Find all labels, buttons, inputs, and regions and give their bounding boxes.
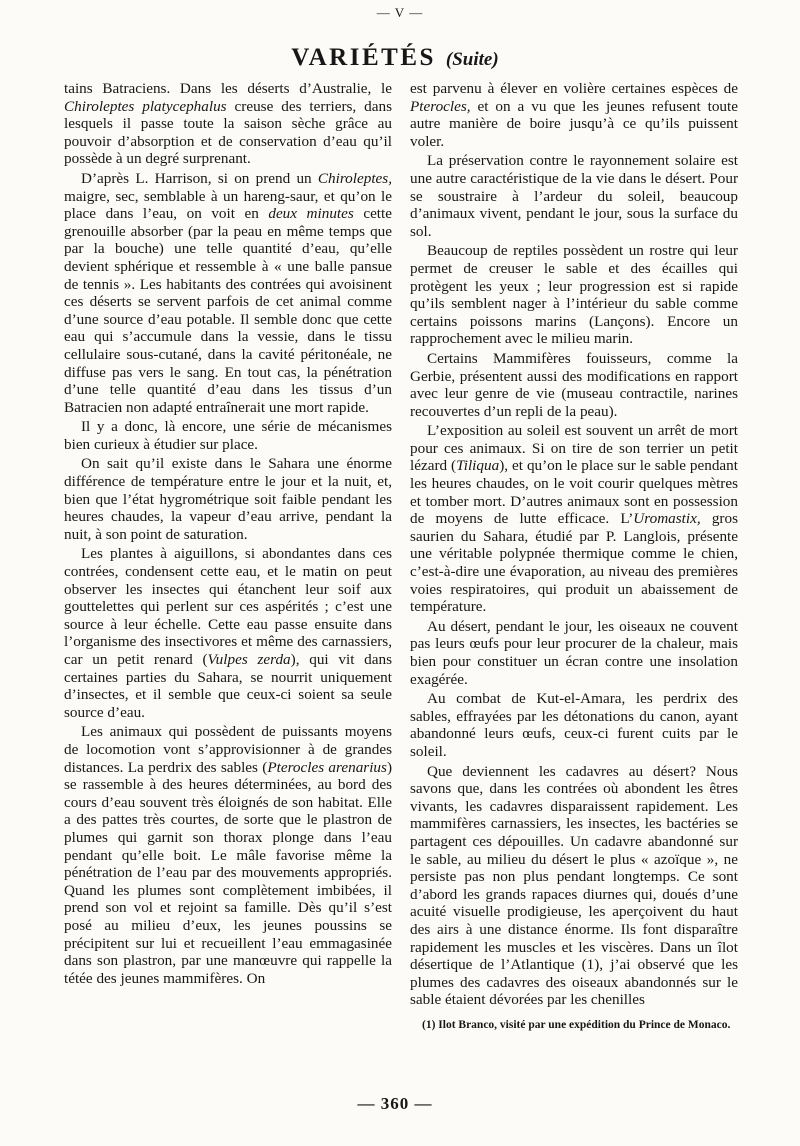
italic-term: Pterocles, (410, 97, 471, 115)
text-run: Au désert, pendant le jour, les oiseaux ne couvent pas leurs œufs pour leur procurer de la chaleur, mais bien pour constituer un écran contre une insolation exagérée. (410, 617, 738, 688)
text-run: Beaucoup de reptiles possèdent un rostre qui leur permet de creuser le sable et des écailles qui protègent les yeux ; leur progression est si rapide qu’ils semblent nager à l’intérieur du sable comme certains poissons marins (Lançons). Encore un rapprochement avec le milieu marin. (410, 242, 738, 348)
paragraph (64, 723, 392, 987)
paragraph (64, 418, 392, 453)
text-column-right (410, 80, 738, 1032)
text-run: Les plantes à aiguillons, si abondantes dans ces contrées, condensent cette eau, et le matin on peut observer les insectes qui étanchent leur soif aux gouttelettes qui perlent sur ces aspérités ; c’est une source à leur échelle. Cette eau passe ensuite dans l’organisme des insectivores et même des carnassiers, car un petit renard ( (64, 545, 392, 668)
text-run: creuse des terriers, dans lesquels il passe toute la saison sèche grâce au pouvoir d’absorption et de conservation d’eau qu’il possède à un degré surprenant. (64, 97, 393, 168)
text-run: ), qui vit dans certaines parties du Sahara, se nourrit uniquement d’insectes, et il semble que ceux-ci soient sa seule source d’eau. (64, 651, 392, 721)
text-run: ) se rassemble à des heures déterminées, au bord des cours d’eau souvent très éloignés de son habitat. Elle a des pattes très courtes, de sorte que le plastron de plumes qui garnit son thorax plonge dans l’eau pendant qu’elle boit. Le mâle favorise même la pénétration de l’eau par des mouvements appropriés. Quand les plumes sont complètement imbibées, il prend son vol et rejoint sa famille. Dès qu’il s’est posé au milieu d’eux, les jeunes poussins se précipitent sur lui et recueillent l’eau emmagasinée dans son plastron, par une manœuvre qui rappelle la tétée des jeunes mammifères. On (64, 758, 392, 987)
text-run: tains Batraciens. Dans les déserts d’Australie, le (64, 80, 392, 97)
text-run: La préservation contre le rayonnement solaire est une autre caractéristique de la vie dans le désert. Pour se soustraire à l’ardeur du soleil, beaucoup d’animaux vivent, pendant le jour, sous la surface du sol. (410, 152, 738, 240)
text-run: est parvenu à élever en volière certaines espèces de (410, 80, 738, 97)
footnote: (1) Ilot Branco, visité par une expédition du Prince de Monaco. (422, 1018, 731, 1031)
italic-term: deux minutes (268, 205, 354, 223)
section-title: VARIÉTÉS (291, 44, 436, 71)
italic-term: Vulpes zerda (207, 651, 291, 668)
text-run: Les animaux qui possèdent de puissants moyens de locomotion vont s’approvisionner à de grandes distances. La perdrix des sables ( (64, 723, 392, 776)
paragraph (410, 152, 738, 240)
text-run: cette grenouille absorber (par la peau en même temps que par la bouche) une telle quantité d’eau, qu’elle devient sphérique et ressemble à « une balle pansue de tennis ». Les habitants des contrées qui avoisinent ces déserts se servent parfois de cet animal comme d’une source d’eau potable. Il semble donc que cette eau qui s’accumule dans la vessie, dans le tissu cellulaire sous-cutané, dans la cavité péritonéale, ne diffuse pas vers le sang. En tout cas, la pénétration d’une telle quantité d’eau dans les tissus d’un Batracien non adapté entraînerait une mort rapide. (64, 205, 392, 416)
page-number: — 360 — (357, 1094, 433, 1113)
text-run: D’après L. Harrison, si on prend un (81, 169, 318, 187)
text-run: maigre, sec, semblable à un hareng-saur, et qu’on le place dans l’eau, on voit en (64, 187, 392, 223)
paragraph (410, 350, 738, 420)
paragraph (410, 618, 738, 688)
text-run: Que deviennent les cadavres au désert? Nous savons que, dans les contrées où abondent les êtres vivants, les cadavres disparaissent rapidement. Les mammifères carnassiers, les insectes, les bactéries se partagent ces dépouilles. Un cadavre abandonné sur le sable, au milieu du désert le plus « azoïque », ne persiste pas non plus pendant longtemps. Ce sont d’abord les grands rapaces diurnes qui, doués d’une acuité visuelle prodigieuse, les aperçoivent du haut des airs à une distance énorme. Ils font disparaître rapidement les muscles et les viscères. Dans un îlot désertique de l’Atlantique (1), j’ai observé que les plumes des cadavres des oiseaux abandonnés sur le sable étaient dévorées par les chenilles (410, 762, 738, 1009)
text-run: ), et qu’on le place sur le sable pendant les heures chaudes, on le voit courir quelques mètres et tomber mort. D’autres animaux sont en possession de moyens de lutte efficace. L’ (410, 457, 738, 528)
section-heading (0, 44, 790, 72)
text-run: Il y a donc, là encore, une série de mécanismes bien curieux à étudier sur place. (64, 418, 392, 453)
text-run: Au combat de Kut-el-Amara, les perdrix des sables, effrayées par les détonations du canon, ayant abandonné leurs œufs, ceux-ci furent cuits par le soleil. (410, 690, 738, 760)
paragraph (410, 80, 738, 150)
paragraph (410, 242, 738, 348)
section-subtitle: (Suite) (445, 49, 499, 70)
text-run: L’exposition au soleil est souvent un arrêt de mort pour ces animaux. Si on tire de son terrier un petit lézard ( (410, 422, 738, 475)
italic-term: Tiliqua (456, 457, 500, 475)
italic-term: Chiroleptes platycephalus (64, 97, 227, 115)
italic-term: Chiroleptes, (317, 169, 392, 187)
text-run: gros saurien du Sahara, étudié par P. Langlois, présente une véritable polypnée thermique comme le chien, c’est-à-dire une évaporation, au niveau des premières voies respiratoires, qui produit un abaissement de température. (410, 510, 738, 616)
paragraph (410, 422, 738, 616)
running-head: — V — (376, 5, 424, 20)
paragraph (410, 763, 738, 1009)
paragraphs-left (64, 80, 392, 987)
paragraph (64, 170, 392, 416)
italic-term: Uromastix, (633, 510, 701, 528)
paragraph (64, 455, 392, 543)
paragraph (64, 545, 392, 721)
paragraph (64, 80, 392, 168)
text-run: Certains Mammifères fouisseurs, comme la Gerbie, présentent aussi des modifications en rapport avec leur genre de vie (museau contractile, narines recouvertes d’un repli de la peau). (410, 349, 738, 420)
text-run: et on a vu que les jeunes refusent toute autre manière de boire jusqu’à ce qu’ils puissent voler. (410, 97, 738, 150)
italic-term: Pterocles arenarius (267, 758, 387, 776)
text-run: On sait qu’il existe dans le Sahara une énorme différence de température entre le jour et la nuit, et, bien que l’état hygrométrique soit faible pendant les heures chaudes, la vapeur d’eau arrive, pendant la nuit, à son point de saturation. (64, 455, 392, 543)
text-column-left (64, 80, 392, 989)
paragraph (410, 690, 738, 760)
paragraphs-right (410, 80, 738, 1009)
